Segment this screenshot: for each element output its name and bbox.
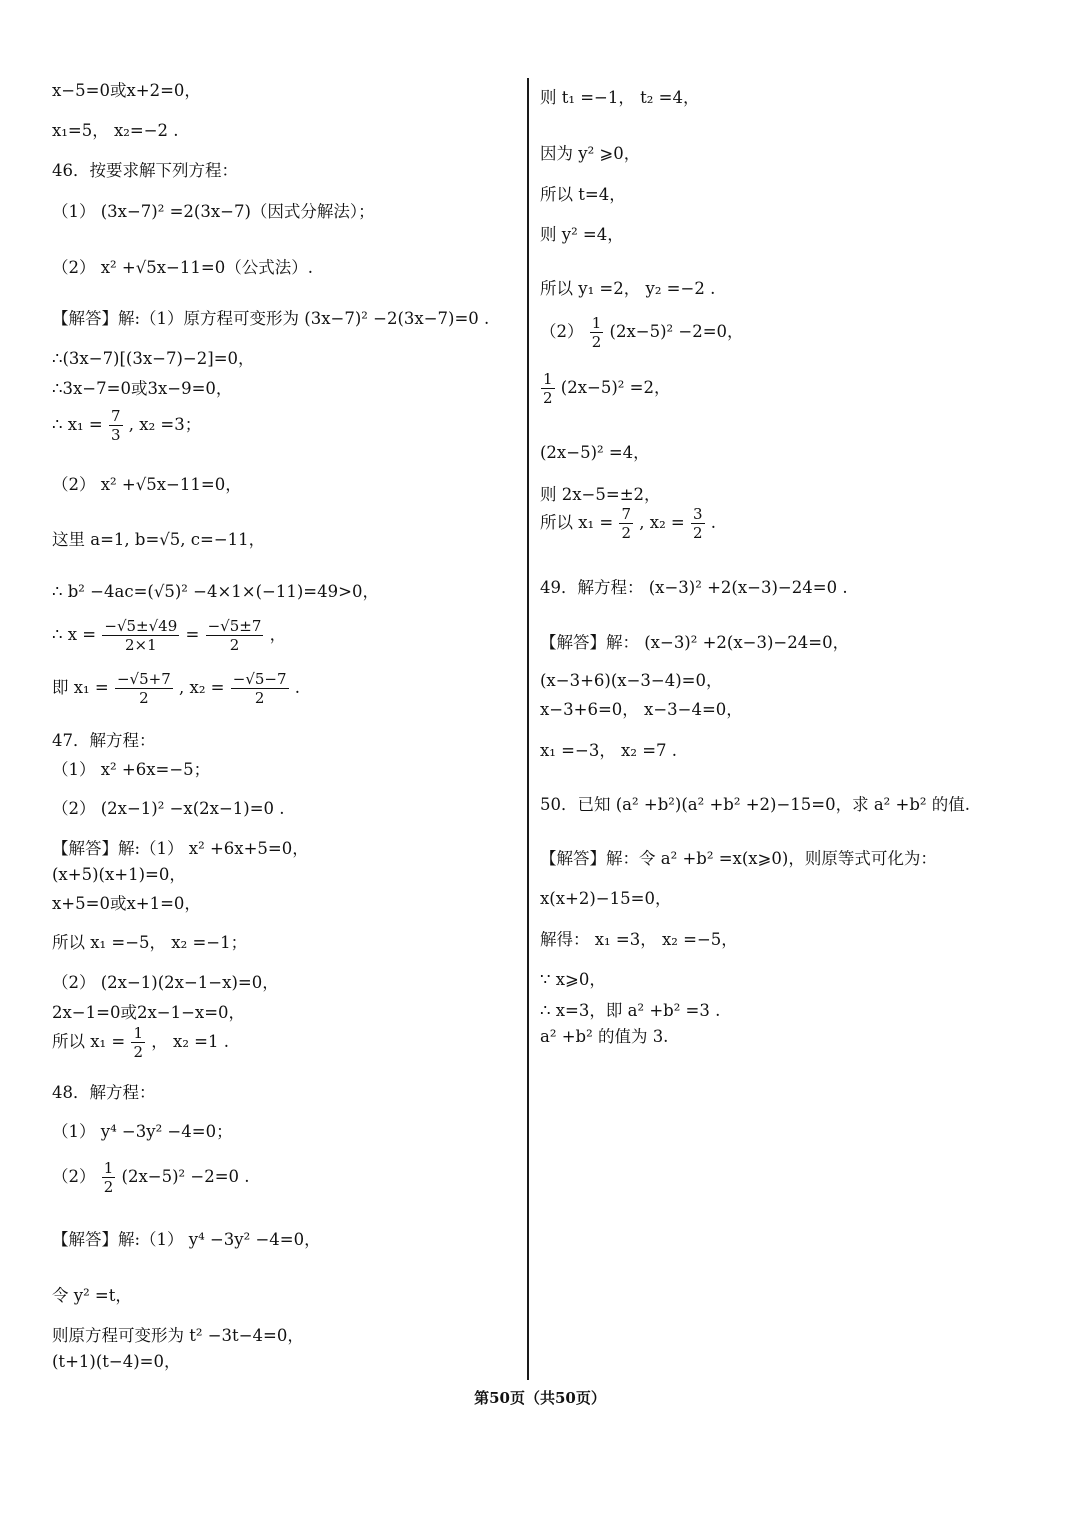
left-column-line: (t+1)(t−4)=0， (52, 1352, 181, 1371)
fraction: $\frac{-√5-7}{2}$ (232, 670, 287, 707)
fraction: $\frac{1}{2}$ (103, 1159, 114, 1196)
left-column-line: ∴(3x−7)[(3x−7)−2]=0， (52, 349, 255, 368)
left-column-line: （1） x² +6x=−5； (52, 760, 211, 779)
right-column-line: x₁ =−3， x₂ =7 . (540, 741, 678, 760)
left-column-line: 【解答】解:（1） x² +6x+5=0， (52, 839, 309, 858)
right-column-line: 所以 x₁ = $\frac{7}{2}$ , x₂ = $\frac{3}{2}$ . (540, 505, 717, 542)
right-column-line: 则 y² =4， (540, 225, 624, 244)
left-column-line: （2） x² +√5x−11=0（公式法）. (52, 258, 313, 277)
left-column-line: 所以 x₁ = $\frac{1}{2}$ ， x₂ =1 . (52, 1024, 229, 1061)
right-column-line: x−3+6=0， x−3−4=0， (540, 700, 743, 719)
fraction: $\frac{7}{3}$ (110, 407, 121, 444)
right-column-line: 则 2x−5=±2， (540, 485, 661, 504)
left-column-line: （2） (2x−1)² −x(2x−1)=0 . (52, 799, 285, 818)
left-column-line: 47．解方程： (52, 731, 156, 750)
left-column-line: ∴ x = $\frac{-√5\pm√49}{2\times 1}$ = $\frac{-√5\pm 7}{2}$ ， (52, 617, 287, 654)
left-column-line: （2） x² +√5x−11=0， (52, 475, 242, 494)
left-column-line: 则原方程可变形为 t² −3t−4=0， (52, 1326, 304, 1345)
left-column-line: ∴ x₁ = $\frac{7}{3}$ , x₂ =3； (52, 407, 202, 444)
left-column-line: x₁=5， x₂=−2 . (52, 121, 179, 140)
right-column-line: a² +b² 的值为 3. (540, 1027, 669, 1046)
left-column-line: x−5=0或x+2=0， (52, 81, 201, 100)
right-column-line: 则 t₁ =−1， t₂ =4， (540, 88, 700, 107)
left-column-line: （2） (2x−1)(2x−1−x)=0， (52, 973, 279, 992)
right-column-line: 因为 y² ⩾0， (540, 144, 641, 163)
fraction: $\frac{3}{2}$ (693, 505, 703, 542)
fraction: $\frac{1}{2}$ (133, 1024, 144, 1061)
right-column-line: 所以 y₁ =2， y₂ =−2 . (540, 279, 716, 298)
right-column-line: 【解答】解：令 a² +b² =x(x⩾0)，则原等式可化为： (540, 849, 937, 868)
right-column-line: (2x−5)² =4， (540, 443, 650, 462)
right-column-line: $\frac{1}{2}$ (2x−5)² =2， (543, 370, 671, 407)
fraction: $\frac{1}{2}$ (591, 314, 602, 351)
fraction: $\frac{-√5\pm√49}{2\times 1}$ (104, 617, 178, 654)
left-column-line: 48．解方程： (52, 1083, 156, 1102)
right-column-line: x(x+2)−15=0， (540, 889, 672, 908)
right-column-line: （2） $\frac{1}{2}$ (2x−5)² −2=0， (540, 314, 744, 351)
right-column-line: 【解答】解： (x−3)² +2(x−3)−24=0， (540, 633, 850, 652)
right-column-line: ∴ x=3，即 a² +b² =3 . (540, 1001, 721, 1020)
left-column-line: ∴3x−7=0或3x−9=0， (52, 379, 233, 398)
left-column-line: 46．按要求解下列方程： (52, 161, 238, 180)
column-divider (527, 78, 529, 1380)
left-column-line: 2x−1=0或2x−1−x=0， (52, 1003, 246, 1022)
left-column-line: （1） y⁴ −3y² −4=0； (52, 1122, 233, 1141)
left-column-line: （2） $\frac{1}{2}$ (2x−5)² −2=0 . (52, 1159, 250, 1196)
right-column-line: 49．解方程： (x−3)² +2(x−3)−24=0 . (540, 578, 848, 597)
left-column-line: 这里 a=1, b=√5, c=−11， (52, 530, 266, 549)
left-column-line: （1） (3x−7)² =2(3x−7)（因式分解法）； (52, 202, 375, 221)
right-column-line: ∵ x⩾0， (540, 970, 606, 989)
left-column-line: 即 x₁ = $\frac{-√5+7}{2}$ , x₂ = $\frac{-√5-7}{2}$ . (52, 670, 301, 707)
left-column-line: x+5=0或x+1=0， (52, 894, 201, 913)
fraction: $\frac{-√5+7}{2}$ (116, 670, 171, 707)
left-column-line: 所以 x₁ =−5， x₂ =−1； (52, 933, 248, 952)
left-column-line: 令 y² =t， (52, 1286, 132, 1305)
right-column-line: 所以 t=4， (540, 185, 626, 204)
page-number: 第50页（共50页） (474, 1389, 606, 1407)
left-column-line: 【解答】解:（1） y⁴ −3y² −4=0， (52, 1230, 321, 1249)
right-column-line: 解得： x₁ =3， x₂ =−5， (540, 930, 738, 949)
page-footer (0, 1388, 1080, 1408)
left-column-line: (x+5)(x+1)=0， (52, 865, 186, 884)
fraction: $\frac{1}{2}$ (543, 370, 553, 407)
right-column-line: (x−3+6)(x−3−4)=0， (540, 671, 723, 690)
fraction: $\frac{-√5\pm 7}{2}$ (207, 617, 262, 654)
left-column-line: 【解答】解:（1）原方程可变形为 (3x−7)² −2(3x−7)=0 . (52, 309, 490, 328)
right-column-line: 50．已知 (a² +b²)(a² +b² +2)−15=0，求 a² +b² 的值. (540, 795, 971, 814)
left-column-line: ∴ b² −4ac=(√5)² −4×1×(−11)=49>0， (52, 582, 379, 601)
fraction: $\frac{7}{2}$ (621, 505, 632, 542)
